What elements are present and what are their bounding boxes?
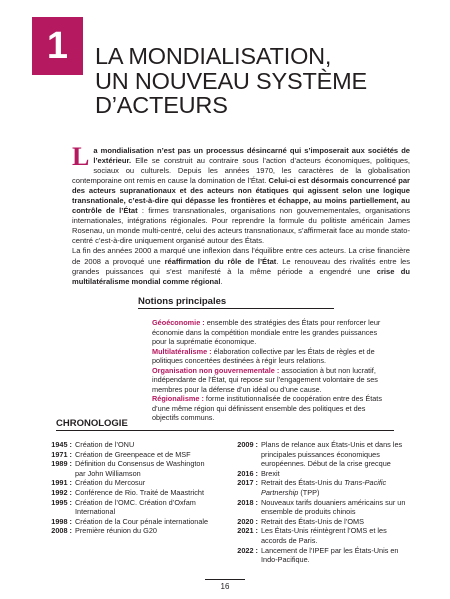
notion-definition: forme institutionnalisée de coopération entre des États d’une même région qui définissent ensemble des politiques et des objectifs communs. bbox=[152, 394, 382, 422]
chronology-text-part: (TPP) bbox=[298, 487, 320, 497]
chronology-entry bbox=[226, 440, 412, 469]
chronology-year: 1992 : bbox=[51, 487, 72, 497]
intro-run: réaffirmation du rôle de l’État bbox=[164, 256, 277, 266]
chronology-text-part: Retrait des États-Unis du bbox=[261, 478, 345, 488]
intro-paragraph-2 bbox=[72, 246, 410, 286]
notion-term: Organisation non gouvernementale : bbox=[152, 365, 280, 375]
chronology-entry bbox=[40, 498, 212, 517]
chronology-text: Nouveaux tarifs douaniers américains sur un ensemble de produits chinois bbox=[261, 497, 406, 517]
chronology-year: 1989 : bbox=[51, 459, 72, 469]
chronology-text: Lancement de l’IPEF par les États-Unis en Indo-Pacifique. bbox=[261, 545, 399, 565]
chronology-entry bbox=[40, 459, 212, 478]
chronology-right-column bbox=[226, 440, 412, 565]
chapter-title bbox=[95, 44, 425, 118]
chronology-text: Première réunion du G20 bbox=[75, 526, 157, 536]
chronology-entry bbox=[226, 498, 412, 517]
notion-term: Régionalisme : bbox=[152, 394, 204, 403]
chronology-left-column bbox=[40, 440, 212, 536]
chronology-text: Retrait des États-Unis de l’OMS bbox=[261, 516, 365, 526]
chronology-entry bbox=[40, 450, 212, 460]
chronology-year: 2018 : bbox=[237, 497, 258, 507]
chronology-year: 2009 : bbox=[237, 440, 258, 449]
chronology-year: 2008 : bbox=[51, 526, 72, 536]
chronology-entry bbox=[40, 488, 212, 498]
chronology-year: 2022 : bbox=[237, 545, 258, 555]
chronology-year: 1971 : bbox=[51, 449, 72, 459]
intro-run: . Le renouveau des rivalités entre les grandes puissances qui s’est manifesté à la même période a engendré une bbox=[72, 256, 410, 276]
chronology-entry bbox=[40, 526, 212, 536]
notion-term: Multilatéralisme : bbox=[152, 346, 212, 356]
chronology-text: Définition du Consensus de Washington par John Williamson bbox=[75, 459, 205, 478]
chronology-entry bbox=[40, 478, 212, 488]
intro-run: crise du multilatéralisme mondial comme régional bbox=[72, 266, 410, 286]
intro-run: a mondialisation n’est pas un processus désincarné qui s’imposerait aux sociétés de l’extérieur. bbox=[93, 146, 410, 166]
chapter-title-line: LA MONDIALISATION, bbox=[95, 43, 332, 69]
chronology-year: 2020 : bbox=[237, 516, 258, 526]
chronology-text: Conférence de Rio. Traité de Maastricht bbox=[75, 487, 204, 497]
notion-term: Géoéconomie : bbox=[152, 318, 205, 327]
chronology-entry bbox=[226, 469, 412, 479]
intro-run: Celui-ci est désormais concurrencé par des acteurs supranationaux et des acteurs non étatiques qui agissent selon une logique transnationale, c’est-à-dire qui dépasse les frontières et échappe, au moins partiellement, au contrôle de l’État bbox=[72, 176, 410, 216]
chronology-text: Création du Mercosur bbox=[75, 478, 146, 488]
intro-run: . bbox=[220, 276, 223, 286]
intro-run: Elle se construit au contraire sous l’action d’acteurs économiques, politiques, sociaux ou culturels. Depuis les années 1970, les caractères de la globalisation contemporaine ont remis en cause la domination de l’État. bbox=[72, 156, 410, 186]
chronology-heading: CHRONOLOGIE bbox=[56, 418, 394, 431]
chronology-year: 1991 : bbox=[51, 478, 72, 488]
chronology-text: Création de l’OMC. Création d’Oxfam International bbox=[75, 497, 196, 517]
chronology-entry bbox=[226, 478, 412, 497]
chronology-year: 1995 : bbox=[51, 497, 72, 507]
chronology-year: 2021 : bbox=[237, 526, 258, 536]
chronology-text: Brexit bbox=[261, 468, 280, 478]
chronology-entry bbox=[40, 517, 212, 527]
chapter-title-line: D’ACTEURS bbox=[95, 92, 228, 118]
chronology-year: 2016 : bbox=[237, 468, 258, 478]
notions-list bbox=[152, 318, 390, 423]
notion-item bbox=[152, 347, 390, 366]
chronology-year: 2017 : bbox=[237, 478, 258, 488]
chronology-text: Plans de relance aux États-Unis et dans les principales puissances économiques européennes. Début de la crise grecque bbox=[261, 440, 403, 469]
chronology-entry bbox=[226, 526, 412, 545]
chronology-text: Création de la Cour pénale internationale bbox=[75, 516, 209, 526]
page-number: 16 bbox=[220, 582, 230, 591]
chronology-text-italic: Trans-Pacific Partnership bbox=[261, 478, 387, 497]
chronology-text: Les États-Unis réintègrent l’OMS et les accords de Paris. bbox=[261, 526, 387, 545]
footer-rule bbox=[205, 579, 245, 580]
intro-text bbox=[72, 142, 410, 287]
notion-definition: ensemble des stratégies des États pour renforcer leur économie dans la compétition mondiale entre les grandes puissances pour la suprématie économique. bbox=[152, 318, 381, 346]
chronology-text bbox=[258, 478, 412, 497]
chapter-title-line: UN NOUVEAU SYSTÈME bbox=[95, 67, 367, 94]
notion-item bbox=[152, 318, 390, 347]
drop-cap: L bbox=[72, 142, 90, 171]
notion-definition: association à but non lucratif, indépendante de l’État, qui repose sur l’engagement volontaire de ses membres pour la défense d’un idéal ou d’une cause. bbox=[152, 365, 378, 394]
intro-paragraph-1 bbox=[72, 142, 410, 246]
notions-heading: Notions principales bbox=[138, 296, 334, 309]
chronology-year: 1945 : bbox=[51, 440, 72, 449]
chapter-number: 1 bbox=[46, 24, 69, 67]
chronology-text: Création de l’ONU bbox=[75, 440, 135, 449]
notion-definition: élaboration collective par les États de règles et de politiques concertées destinées à régir leurs relations. bbox=[152, 346, 375, 365]
chronology-text: Création de Greenpeace et de MSF bbox=[75, 449, 191, 459]
intro-run: : firmes transnationales, organisations non gouvernementales, organisations internationales, intégrations régionales. Pour reprendre la formule du politiste américain James Rosenau, un monde multi-centré, celui des acteurs transnationaux, s’affirmerait face au monde stato-centré c’est-à-dire uniquement organisé autour des États. bbox=[72, 206, 410, 246]
chronology-entry bbox=[226, 546, 412, 565]
chronology-entry bbox=[40, 440, 212, 450]
chronology-entry bbox=[226, 517, 412, 527]
chronology-year: 1998 : bbox=[51, 516, 72, 526]
chapter-number-box bbox=[32, 17, 83, 75]
notion-item bbox=[152, 366, 390, 395]
intro-run: La fin des années 2000 a marqué une inflexion dans l’équilibre entre ces acteurs. La crise financière de 2008 a provoqué une bbox=[72, 246, 410, 266]
